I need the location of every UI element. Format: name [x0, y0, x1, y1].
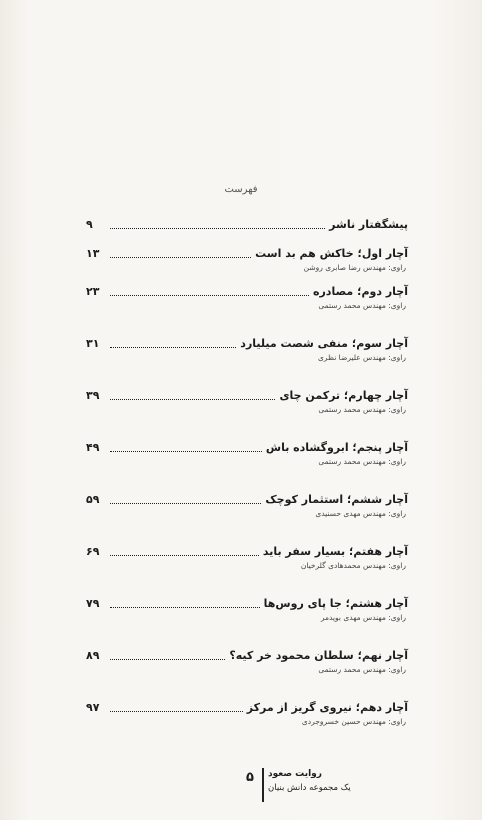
- toc-leader-dots: [110, 554, 259, 556]
- toc-leader-dots: [110, 294, 309, 296]
- toc-leader-dots: [110, 256, 251, 258]
- toc-entry-line: [86, 643, 408, 663]
- toc-entry-title: پیشگفتار ناشر: [329, 218, 408, 231]
- toc-entry-line: [86, 279, 408, 299]
- toc-entry-title: آچار هفتم؛ بسیار سفر باید: [262, 545, 408, 558]
- toc-leader-dots: [110, 658, 225, 660]
- toc-entry-line: [86, 331, 408, 351]
- toc-entry-page: ۱۳: [86, 247, 100, 260]
- toc-entry-title: آچار سوم؛ منفی شصت میلیارد: [240, 337, 408, 350]
- toc-leader-dots: [110, 398, 275, 400]
- toc-entry: [86, 695, 408, 727]
- toc-entry-line: [86, 212, 408, 232]
- toc-entry-title: آچار هشتم؛ جا پای روس‌ها: [263, 597, 408, 610]
- toc-entry-page: ۲۳: [86, 285, 100, 298]
- toc-entry-page: ۴۹: [86, 441, 100, 454]
- toc-entry: [86, 591, 408, 623]
- toc-leader-dots: [110, 227, 325, 229]
- toc-entry-narrator: راوی: مهندس محمد رستمی: [318, 301, 406, 310]
- toc-entry-narrator: راوی: مهندس محمد رستمی: [318, 405, 406, 414]
- toc-entry-title: آچار پنجم؛ ابروگشاده باش: [265, 441, 408, 454]
- toc-leader-dots: [110, 710, 243, 712]
- toc-entry-narrator: راوی: مهندس علیرضا نظری: [318, 353, 406, 362]
- toc-entry-line: [86, 383, 408, 403]
- footer-divider: [262, 768, 264, 802]
- toc-entry-line: [86, 487, 408, 507]
- toc-leader-dots: [110, 502, 261, 504]
- toc-entry-title: آچار ششم؛ استثمار کوچک: [265, 493, 408, 506]
- toc-entry-narrator: راوی: مهندس مهدی بویدمر: [320, 613, 406, 622]
- page-number: ۵: [246, 770, 254, 785]
- toc-leader-dots: [110, 606, 260, 608]
- series-title: روایت صعود: [268, 769, 322, 779]
- toc-entry-title: آچار چهارم؛ ترکمن چای: [279, 389, 408, 402]
- toc-entry-page: ۸۹: [86, 649, 100, 662]
- toc-entry-line: [86, 591, 408, 611]
- toc-entry: [86, 212, 408, 232]
- toc-entry: [86, 487, 408, 519]
- toc-leader-dots: [110, 450, 262, 452]
- toc-entry-page: ۵۹: [86, 493, 100, 506]
- toc-entry-line: [86, 435, 408, 455]
- toc-entry: [86, 383, 408, 415]
- toc-entry-title: آچار دوم؛ مصادره: [312, 285, 408, 298]
- toc-entry: [86, 539, 408, 571]
- toc-entry: [86, 435, 408, 467]
- toc-entry-title: آچار نهم؛ سلطان محمود خر کیه؟: [229, 649, 408, 662]
- toc-entry-line: [86, 241, 408, 261]
- toc-entry-page: ۹: [86, 218, 93, 231]
- toc-entry-page: ۳۱: [86, 337, 100, 350]
- toc-entry-line: [86, 695, 408, 715]
- toc-entry: [86, 331, 408, 363]
- toc-leader-dots: [110, 346, 236, 348]
- toc-entry-narrator: راوی: مهندس رضا صابری روشن: [303, 263, 406, 272]
- toc-entry-page: ۳۹: [86, 389, 100, 402]
- toc-entry-title: آچار دهم؛ نیروی گریز از مرکز: [246, 701, 408, 714]
- toc-entry-page: ۹۷: [86, 701, 100, 714]
- toc-entry: [86, 279, 408, 311]
- toc-entry-title: آچار اول؛ خاکش هم بد است: [255, 247, 408, 260]
- page-footer: [150, 766, 351, 806]
- table-of-contents: [86, 212, 408, 727]
- toc-entry-narrator: راوی: مهندس محمدهادی گلرخیان: [300, 561, 406, 570]
- toc-entry-narrator: راوی: مهندس محمد رستمی: [318, 457, 406, 466]
- toc-entry: [86, 241, 408, 273]
- toc-entry-page: ۷۹: [86, 597, 100, 610]
- toc-entry-narrator: راوی: مهندس مهدی حسنیدی: [315, 509, 406, 518]
- toc-heading: فهرست: [224, 184, 258, 195]
- toc-entry-line: [86, 539, 408, 559]
- series-subtitle: یک مجموعه دانش بنیان: [268, 783, 351, 793]
- toc-entry-narrator: راوی: مهندس محمد رستمی: [318, 665, 406, 674]
- toc-entry-page: ۶۹: [86, 545, 100, 558]
- toc-entry: [86, 643, 408, 675]
- toc-entry-narrator: راوی: مهندس حسین خسروجردی: [301, 717, 406, 726]
